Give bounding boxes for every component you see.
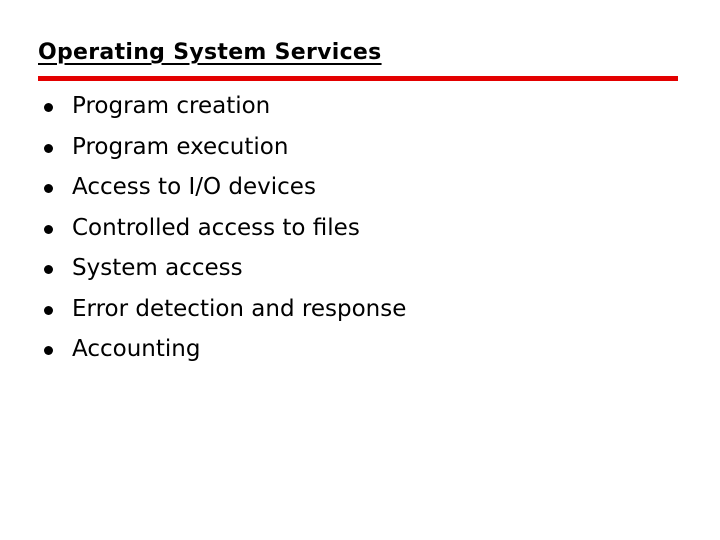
bullet-dot-icon <box>44 306 53 315</box>
bullet-dot-icon <box>44 225 53 234</box>
bullet-text: System access <box>72 255 243 281</box>
bullet-text: Program creation <box>72 93 271 119</box>
bullet-dot-icon <box>44 144 53 153</box>
bullet-text: Program execution <box>72 133 289 160</box>
bullet-text: Accounting <box>72 336 201 362</box>
bullet-dot-icon <box>44 265 53 274</box>
bullet-text: Error detection and response <box>72 295 407 322</box>
bullet-dot-icon <box>44 184 53 193</box>
bullet-dot-icon <box>44 103 53 112</box>
bullet-text: Controlled access to files <box>72 214 360 241</box>
slide-title: Operating System Services <box>38 40 382 65</box>
bullet-text: Access to I/O devices <box>72 174 316 200</box>
title-underline-rule <box>38 76 678 81</box>
bullet-dot-icon <box>44 346 53 355</box>
